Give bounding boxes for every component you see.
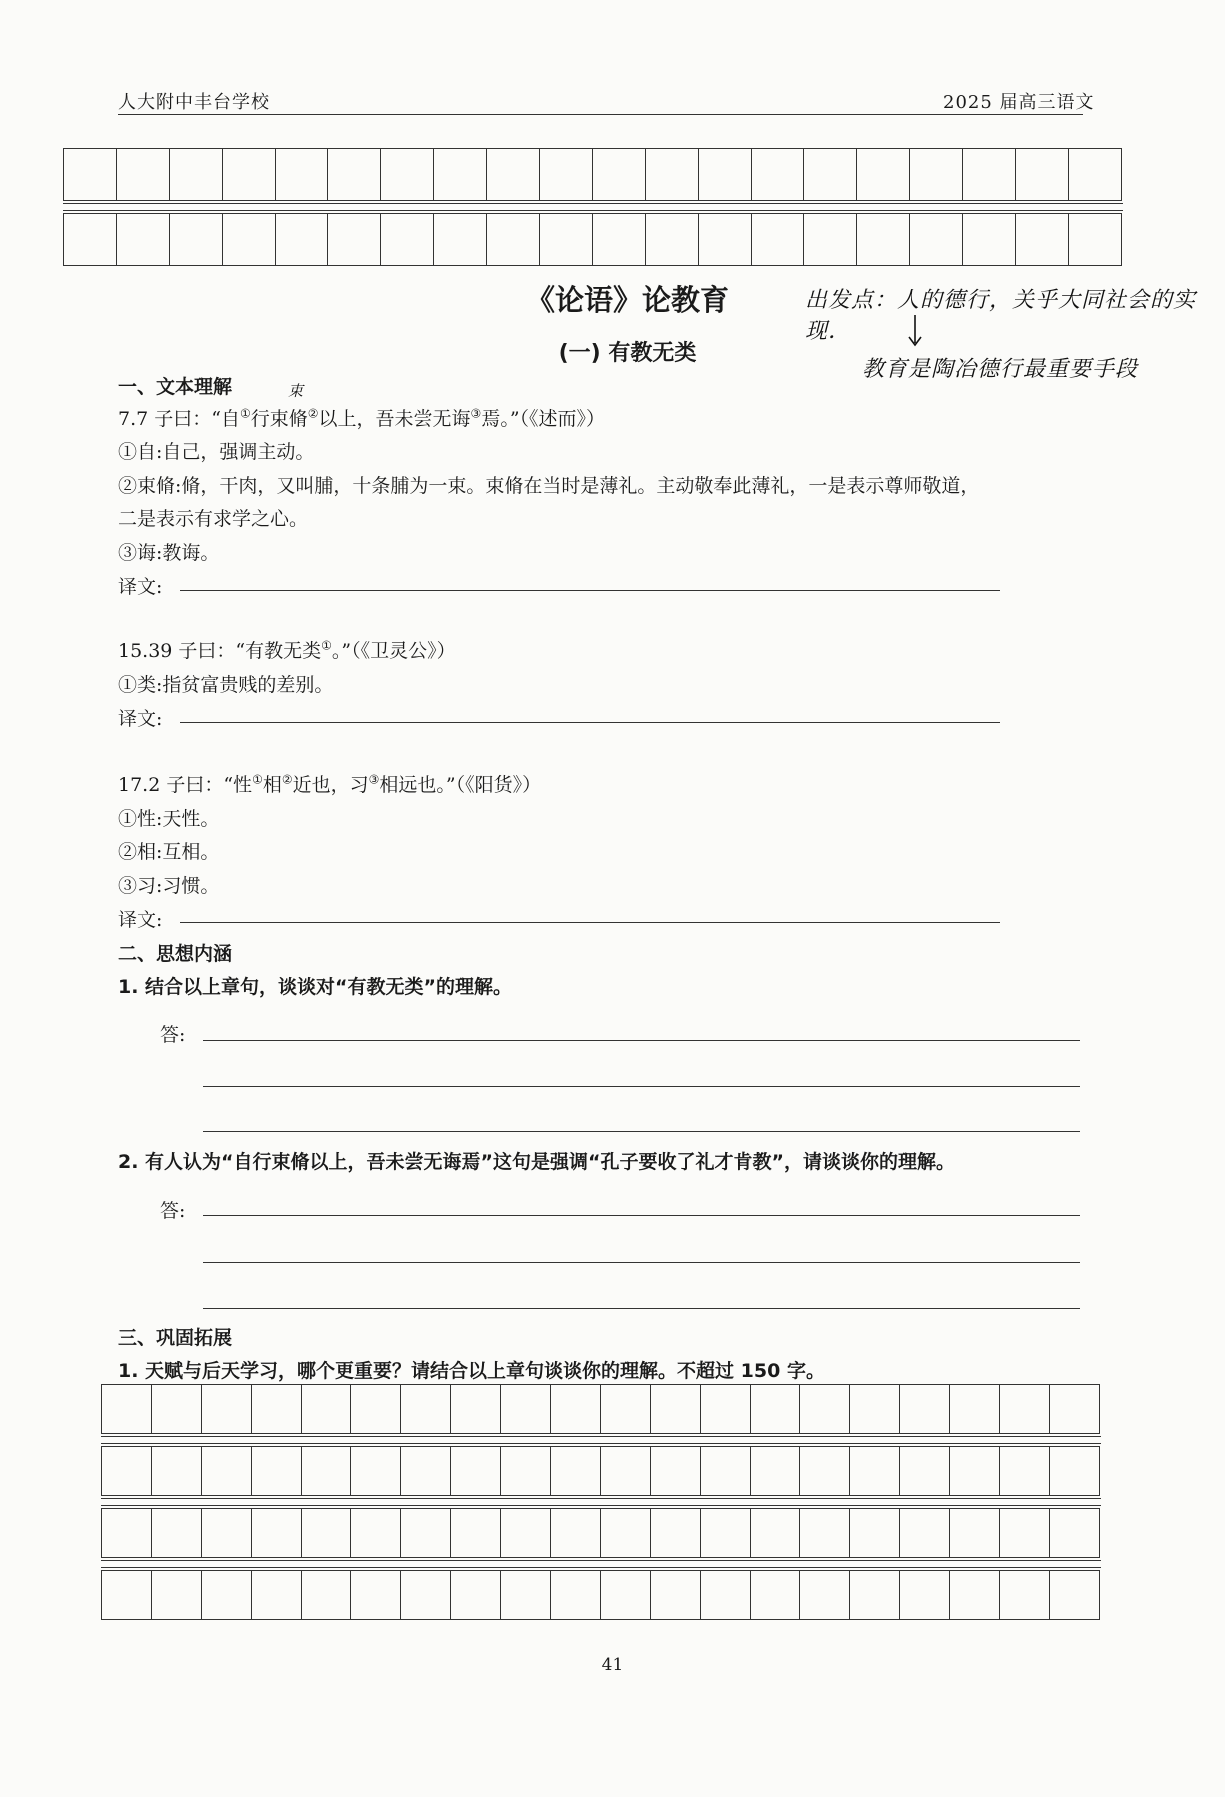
grid-cell[interactable]: [351, 1385, 401, 1433]
grid-cell[interactable]: [910, 214, 963, 265]
grid-cell[interactable]: [302, 1571, 352, 1619]
grid-cell[interactable]: [1000, 1571, 1050, 1619]
page-number: 41: [601, 1655, 624, 1675]
grid-cell[interactable]: [699, 149, 752, 200]
grid-cell[interactable]: [381, 214, 434, 265]
grid-cell[interactable]: [434, 149, 487, 200]
answer-line[interactable]: [203, 1262, 1080, 1263]
grid-cell[interactable]: [451, 1447, 501, 1495]
grid-cell[interactable]: [651, 1447, 701, 1495]
grid-cell[interactable]: [950, 1385, 1000, 1433]
grid-cell[interactable]: [451, 1571, 501, 1619]
question-3-1: 1. 天赋与后天学习，哪个更重要？请结合以上章句谈谈你的理解。不超过 150 字。: [118, 1360, 825, 1382]
grid-cell[interactable]: [302, 1385, 352, 1433]
grid-cell[interactable]: [223, 214, 276, 265]
handwritten-arrow-icon: [905, 313, 925, 349]
grid-cell[interactable]: [900, 1509, 950, 1557]
grid-cell[interactable]: [800, 1385, 850, 1433]
grid-cell[interactable]: [152, 1447, 202, 1495]
grid-row: [101, 1384, 1100, 1434]
translation-label: 译文:: [118, 708, 163, 730]
answer-line[interactable]: [203, 1086, 1080, 1087]
question-2-2: 2. 有人认为“自行束脩以上，吾未尝无诲焉”这句是强调“孔子要收了礼才肯教”，请谈谈你的理解。: [118, 1151, 956, 1173]
note-line: ①自:自己，强调主动。: [118, 441, 315, 463]
grid-cell[interactable]: [1050, 1509, 1100, 1557]
handwritten-note-2: 教育是陶冶德行最重要手段: [862, 357, 1139, 382]
grid-cell[interactable]: [223, 149, 276, 200]
grid-cell[interactable]: [551, 1571, 601, 1619]
grid-row: [101, 1570, 1100, 1620]
grid-cell[interactable]: [1050, 1571, 1100, 1619]
grid-cell[interactable]: [381, 149, 434, 200]
grid-cell[interactable]: [900, 1447, 950, 1495]
note-line: ①性:天性。: [118, 808, 220, 830]
grid-cell[interactable]: [701, 1571, 751, 1619]
header-course: 2025 届高三语文: [943, 92, 1095, 113]
question-2-1: 1. 结合以上章句，谈谈对“有教无类”的理解。: [118, 976, 513, 998]
grid-cell[interactable]: [540, 214, 593, 265]
translation-label: 译文:: [118, 909, 163, 931]
grid-cell[interactable]: [152, 1571, 202, 1619]
grid-cell[interactable]: [102, 1509, 152, 1557]
grid-cell[interactable]: [963, 214, 1016, 265]
grid-cell[interactable]: [751, 1385, 801, 1433]
grid-cell[interactable]: [850, 1509, 900, 1557]
grid-cell[interactable]: [451, 1385, 501, 1433]
grid-cell[interactable]: [117, 214, 170, 265]
section-heading-3: 三、巩固拓展: [118, 1327, 233, 1349]
section-heading-2: 二、思想内涵: [118, 943, 233, 965]
grid-cell[interactable]: [752, 149, 805, 200]
header-school: 人大附中丰台学校: [118, 92, 270, 113]
page-title: 《论语》论教育: [525, 283, 729, 317]
header-rule: [118, 114, 1083, 115]
note-line: 二是表示有求学之心。: [118, 508, 309, 530]
grid-cell[interactable]: [900, 1385, 950, 1433]
grid-cell[interactable]: [646, 149, 699, 200]
grid-cell[interactable]: [800, 1571, 850, 1619]
grid-cell[interactable]: [601, 1509, 651, 1557]
grid-row-gap: [101, 1498, 1101, 1506]
answer-line[interactable]: [203, 1215, 1080, 1216]
grid-cell[interactable]: [276, 149, 329, 200]
grid-cell[interactable]: [252, 1509, 302, 1557]
grid-cell[interactable]: [601, 1447, 651, 1495]
grid-row-gap: [101, 1560, 1101, 1568]
grid-cell[interactable]: [1000, 1385, 1050, 1433]
grid-cell[interactable]: [487, 149, 540, 200]
answer-line[interactable]: [203, 1040, 1080, 1041]
grid-cell[interactable]: [351, 1571, 401, 1619]
grid-cell[interactable]: [252, 1571, 302, 1619]
grid-cell[interactable]: [699, 214, 752, 265]
grid-cell[interactable]: [202, 1571, 252, 1619]
grid-cell[interactable]: [328, 214, 381, 265]
quote-15-39: 15.39 子曰：“有教无类①。”（《卫灵公》）: [118, 638, 456, 662]
note-line: ③诲:教诲。: [118, 542, 220, 564]
grid-row: [63, 213, 1122, 266]
grid-cell[interactable]: [501, 1385, 551, 1433]
grid-cell[interactable]: [857, 214, 910, 265]
grid-cell[interactable]: [152, 1385, 202, 1433]
handwritten-correction: 束: [288, 382, 304, 400]
translation-blank[interactable]: [180, 590, 1000, 591]
grid-cell[interactable]: [102, 1447, 152, 1495]
grid-cell[interactable]: [551, 1509, 601, 1557]
grid-cell[interactable]: [950, 1571, 1000, 1619]
grid-cell[interactable]: [551, 1447, 601, 1495]
grid-cell[interactable]: [551, 1385, 601, 1433]
note-line: ①类:指贫富贵贱的差别。: [118, 674, 334, 696]
grid-cell[interactable]: [1000, 1509, 1050, 1557]
grid-cell[interactable]: [651, 1571, 701, 1619]
translation-blank[interactable]: [180, 722, 1000, 723]
section-subtitle: (一) 有教无类: [558, 341, 697, 366]
grid-cell[interactable]: [328, 149, 381, 200]
grid-cell[interactable]: [751, 1509, 801, 1557]
grid-cell[interactable]: [401, 1385, 451, 1433]
answer-line[interactable]: [203, 1308, 1080, 1309]
grid-cell[interactable]: [102, 1571, 152, 1619]
note-line: ②束脩:脩，干肉，又叫脯，十条脯为一束。束脩在当时是薄礼。主动敬奉此薄礼，一是表示尊师敬道，: [118, 475, 980, 497]
grid-cell[interactable]: [252, 1385, 302, 1433]
grid-cell[interactable]: [593, 149, 646, 200]
grid-cell[interactable]: [1050, 1385, 1100, 1433]
quote-7-7: 7.7 子曰：“自①行束脩②以上，吾未尝无诲③焉。”（《述而》）: [118, 406, 606, 430]
grid-cell[interactable]: [501, 1571, 551, 1619]
grid-row: [63, 148, 1122, 201]
grid-cell[interactable]: [302, 1509, 352, 1557]
handwritten-note-1: 出发点：人的德行，关乎大同社会的实现．: [805, 288, 1197, 344]
grid-cell[interactable]: [64, 149, 117, 200]
grid-row-gap: [101, 1436, 1101, 1444]
grid-cell[interactable]: [401, 1571, 451, 1619]
grid-cell[interactable]: [252, 1447, 302, 1495]
grid-cell[interactable]: [401, 1447, 451, 1495]
grid-cell[interactable]: [651, 1509, 701, 1557]
grid-cell[interactable]: [102, 1385, 152, 1433]
grid-cell[interactable]: [64, 214, 117, 265]
grid-cell[interactable]: [900, 1571, 950, 1619]
grid-cell[interactable]: [850, 1385, 900, 1433]
grid-cell[interactable]: [1069, 214, 1122, 265]
grid-cell[interactable]: [701, 1447, 751, 1495]
grid-cell[interactable]: [117, 149, 170, 200]
grid-cell[interactable]: [202, 1509, 252, 1557]
grid-cell[interactable]: [1016, 149, 1069, 200]
grid-cell[interactable]: [800, 1447, 850, 1495]
grid-cell[interactable]: [751, 1571, 801, 1619]
answer-label: 答:: [160, 1200, 186, 1222]
section-heading-1: 一、文本理解: [118, 376, 233, 398]
grid-cell[interactable]: [401, 1509, 451, 1557]
grid-cell[interactable]: [1016, 214, 1069, 265]
grid-cell[interactable]: [963, 149, 1016, 200]
grid-cell[interactable]: [752, 214, 805, 265]
grid-cell[interactable]: [302, 1447, 352, 1495]
grid-cell[interactable]: [501, 1509, 551, 1557]
grid-cell[interactable]: [701, 1509, 751, 1557]
note-line: ③习:习惯。: [118, 875, 220, 897]
grid-cell[interactable]: [170, 149, 223, 200]
grid-cell[interactable]: [276, 214, 329, 265]
grid-cell[interactable]: [651, 1385, 701, 1433]
translation-blank[interactable]: [180, 922, 1000, 923]
grid-cell[interactable]: [701, 1385, 751, 1433]
quote-17-2: 17.2 子曰：“性①相②近也，习③相远也。”（《阳货》）: [118, 772, 542, 796]
grid-row-gap: [63, 203, 1123, 211]
grid-cell[interactable]: [950, 1509, 1000, 1557]
grid-cell[interactable]: [850, 1447, 900, 1495]
grid-cell[interactable]: [1069, 149, 1122, 200]
grid-cell[interactable]: [804, 149, 857, 200]
grid-row: [101, 1508, 1100, 1558]
grid-cell[interactable]: [1050, 1447, 1100, 1495]
grid-cell[interactable]: [202, 1385, 252, 1433]
grid-cell[interactable]: [451, 1509, 501, 1557]
grid-cell[interactable]: [601, 1571, 651, 1619]
grid-cell[interactable]: [646, 214, 699, 265]
grid-cell[interactable]: [800, 1509, 850, 1557]
answer-line[interactable]: [203, 1131, 1080, 1132]
grid-cell[interactable]: [910, 149, 963, 200]
translation-label: 译文:: [118, 576, 163, 598]
grid-cell[interactable]: [170, 214, 223, 265]
grid-cell[interactable]: [434, 214, 487, 265]
answer-label: 答:: [160, 1024, 186, 1046]
grid-cell[interactable]: [751, 1447, 801, 1495]
grid-cell[interactable]: [501, 1447, 551, 1495]
note-line: ②相:互相。: [118, 841, 220, 863]
grid-cell[interactable]: [804, 214, 857, 265]
grid-cell[interactable]: [152, 1509, 202, 1557]
grid-cell[interactable]: [202, 1447, 252, 1495]
grid-cell[interactable]: [950, 1447, 1000, 1495]
grid-cell[interactable]: [351, 1509, 401, 1557]
grid-cell[interactable]: [593, 214, 646, 265]
grid-cell[interactable]: [351, 1447, 401, 1495]
grid-cell[interactable]: [540, 149, 593, 200]
grid-cell[interactable]: [487, 214, 540, 265]
grid-cell[interactable]: [601, 1385, 651, 1433]
grid-row: [101, 1446, 1100, 1496]
grid-cell[interactable]: [1000, 1447, 1050, 1495]
grid-cell[interactable]: [857, 149, 910, 200]
grid-cell[interactable]: [850, 1571, 900, 1619]
